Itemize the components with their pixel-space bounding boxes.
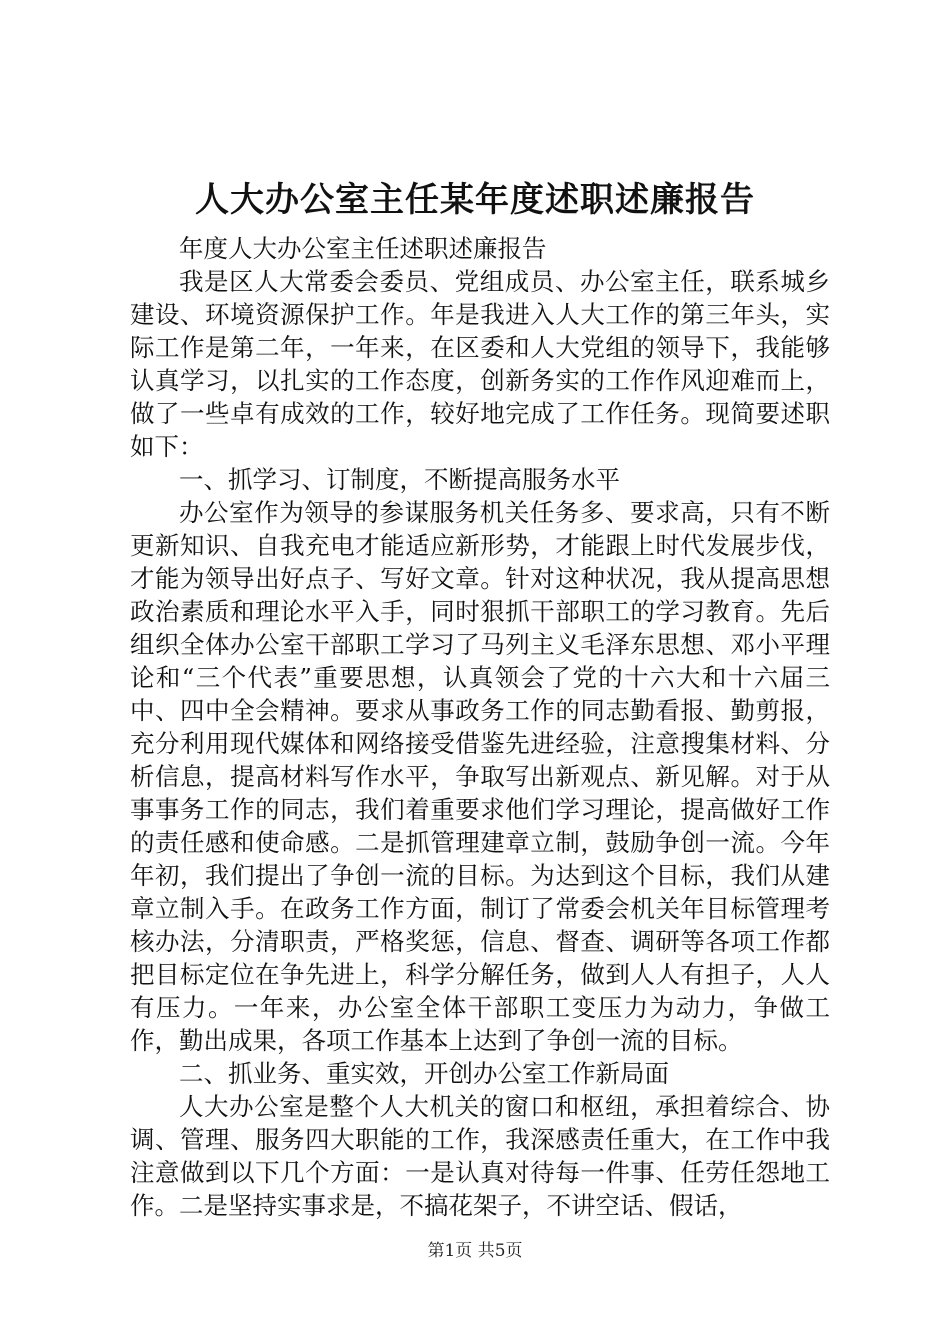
page-number-footer: 第1页 共5页 — [427, 1241, 523, 1261]
section-heading-2: 二、抓业务、重实效，开创办公室工作新局面 — [179, 1059, 669, 1088]
section-1-paragraph: 办公室作为领导的参谋服务机关任务多、要求高，只有不断更新知识、自我充电才能适应新形势，才能跟上时代发展步伐，才能为领导出好点子、写好文章。针对这种状况，我从提高思想政治素质和理论水平入手，同时狠抓干部职工的学习教育。先后组织全体办公室干部职工学习了马列主义毛泽东思想、邓小平理论和“三个代表”重要思想，认真领会了党的十六大和十六届三中、四中全会精神。要求从事政务工作的同志勤看报、勤剪报，充分利用现代媒体和网络接受借鉴先进经验，注意搜集材料、分析信息，提高材料写作水平，争取写出新观点、新见解。对于从事事务工作的同志，我们着重要求他们学习理论，提高做好工作的责任感和使命感。二是抓管理建章立制，鼓励争创一流。今年年初，我们提出了争创一流的目标。为达到这个目标，我们从建章立制入手。在政务工作方面，制订了常委会机关年目标管理考核办法，分清职责，严格奖惩，信息、督查、调研等各项工作都把目标定位在争先进上，科学分解任务，做到人人有担子，人人有压力。一年来，办公室全体干部职工变压力为动力，争做工作，勤出成果，各项工作基本上达到了争创一流的目标。 — [130, 498, 830, 1055]
section-heading-1: 一、抓学习、订制度，不断提高服务水平 — [179, 465, 620, 494]
document-body — [130, 232, 830, 1222]
document-title: 人大办公室主任某年度述职述廉报告 — [195, 180, 755, 220]
section-2-paragraph: 人大办公室是整个人大机关的窗口和枢纽，承担着综合、协调、管理、服务四大职能的工作，我深感责任重大，在工作中我注意做到以下几个方面：一是认真对待每一件事、任劳任怨地工作。二是坚持实事求是，不搞花架子，不讲空话、假话， — [130, 1092, 830, 1220]
subtitle-paragraph: 年度人大办公室主任述职述廉报告 — [179, 234, 547, 263]
intro-paragraph: 我是区人大常委会委员、党组成员、办公室主任，联系城乡建设、环境资源保护工作。年是我进入人大工作的第三年头，实际工作是第二年，一年来，在区委和人大党组的领导下，我能够认真学习，以扎实的工作态度，创新务实的工作作风迎难而上，做了一些卓有成效的工作，较好地完成了工作任务。现简要述职如下： — [130, 267, 830, 461]
